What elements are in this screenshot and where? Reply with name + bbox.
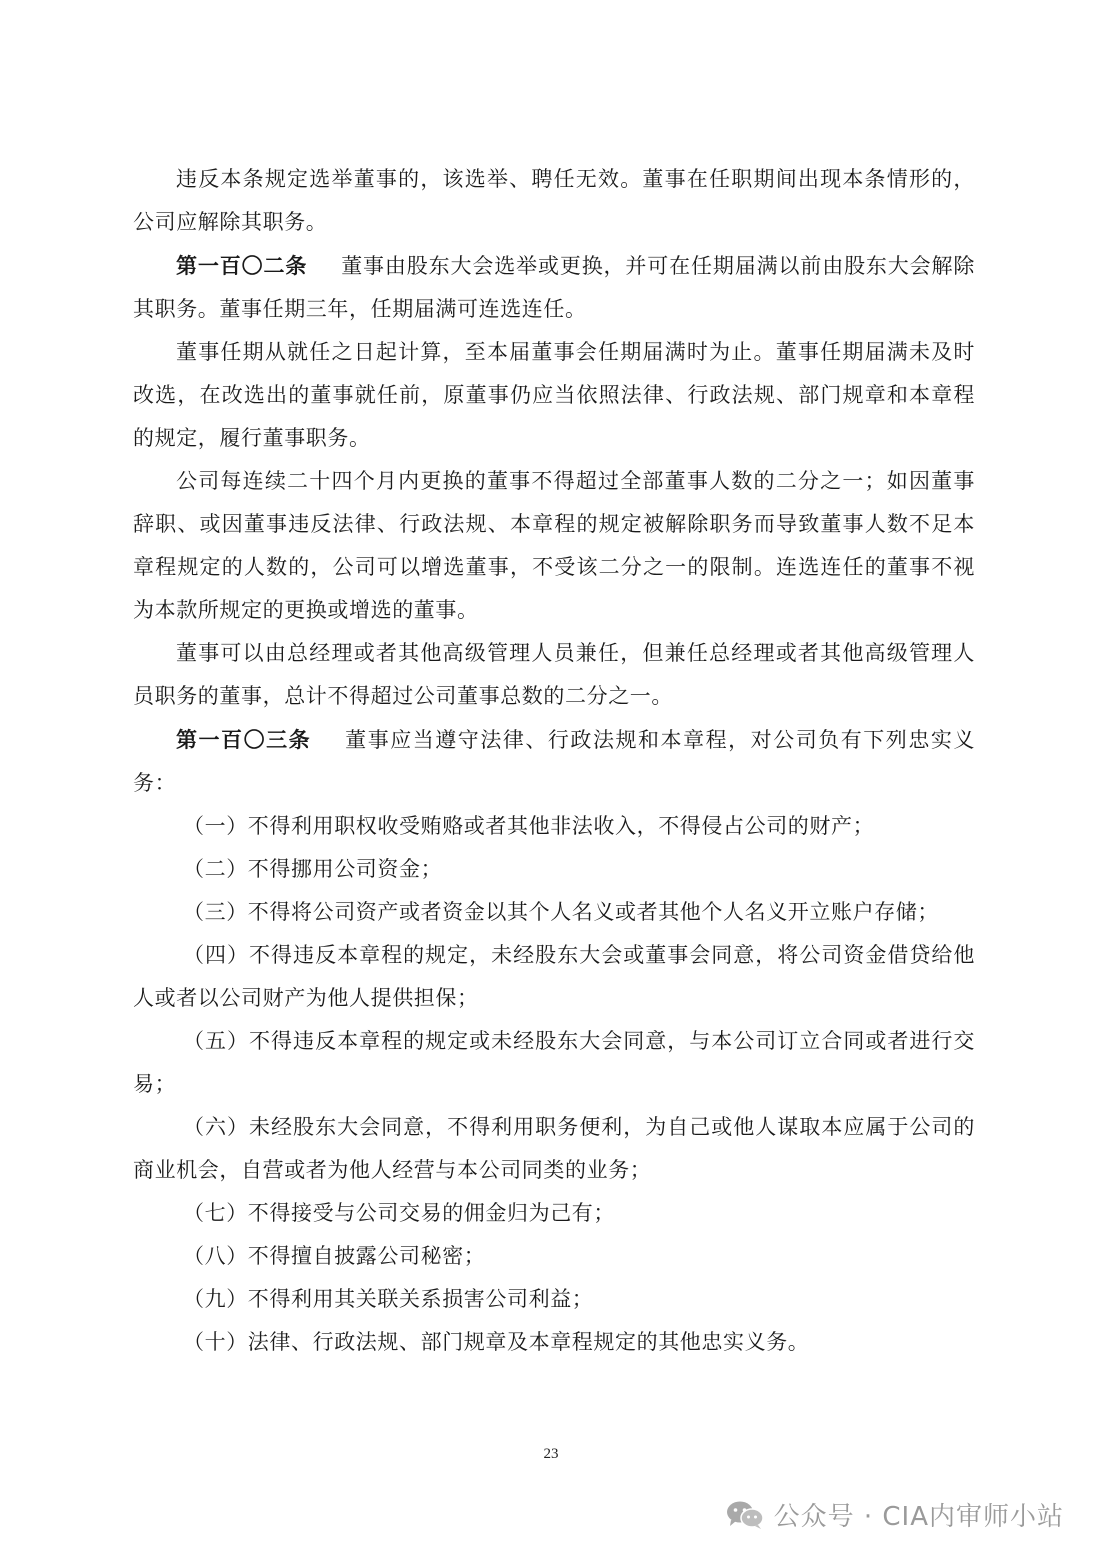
list-item: （三）不得将公司资产或者资金以其个人名义或者其他个人名义开立账户存储； bbox=[183, 900, 939, 924]
page-number: 23 bbox=[543, 1446, 559, 1462]
wechat-icon bbox=[726, 1500, 764, 1530]
article-text: 董事由股东大会选举或更换，并可在任期届满以前由股东大会解除其职务。董事任期三年，任期届满可连选连任。 bbox=[133, 254, 975, 321]
list-item: （五）不得违反本章程的规定或未经股东大会同意，与本公司订立合同或者进行交易； bbox=[133, 1029, 975, 1096]
paragraph: 董事任期从就任之日起计算，至本届董事会任期届满时为止。董事任期届满未及时改选，在改选出的董事就任前，原董事仍应当依照法律、行政法规、部门规章和本章程的规定，履行董事职务。 bbox=[133, 340, 975, 450]
list-item: （九）不得利用其关联关系损害公司利益； bbox=[183, 1287, 594, 1311]
paragraph: 违反本条规定选举董事的，该选举、聘任无效。董事在任职期间出现本条情形的，公司应解除其职务。 bbox=[133, 167, 975, 234]
watermark bbox=[726, 1496, 1064, 1533]
list-item: （四）不得违反本章程的规定，未经股东大会或董事会同意，将公司资金借贷给他人或者以公司财产为他人提供担保； bbox=[133, 943, 975, 1010]
list-item: （二）不得挪用公司资金； bbox=[183, 857, 443, 881]
article-text: 董事应当遵守法律、行政法规和本章程，对公司负有下列忠实义务： bbox=[133, 728, 975, 795]
article-paragraph bbox=[133, 718, 975, 805]
list-item: （七）不得接受与公司交易的佣金归为己有； bbox=[183, 1201, 615, 1225]
paragraph: 公司每连续二十四个月内更换的董事不得超过全部董事人数的二分之一；如因董事辞职、或因董事违反法律、行政法规、本章程的规定被解除职务而导致董事人数不足本章程规定的人数的，公司可以增选董事，不受该二分之一的限制。连选连任的董事不视为本款所规定的更换或增选的董事。 bbox=[133, 469, 975, 622]
list-item: （八）不得擅自披露公司秘密； bbox=[183, 1244, 486, 1268]
watermark-text: 公众号 · CIA内审师小站 bbox=[773, 1502, 1064, 1532]
list-item: （六）未经股东大会同意，不得利用职务便利，为自己或他人谋取本应属于公司的商业机会，自营或者为他人经营与本公司同类的业务； bbox=[133, 1115, 975, 1182]
article-title: 第一百〇三条 bbox=[176, 727, 312, 752]
article-paragraph bbox=[133, 244, 975, 331]
article-title: 第一百〇二条 bbox=[176, 253, 308, 278]
document-body bbox=[133, 158, 975, 1364]
list-item: （一）不得利用职权收受贿赂或者其他非法收入，不得侵占公司的财产； bbox=[183, 814, 875, 838]
list-item: （十）法律、行政法规、部门规章及本章程规定的其他忠实义务。 bbox=[183, 1330, 810, 1354]
paragraph: 董事可以由总经理或者其他高级管理人员兼任，但兼任总经理或者其他高级管理人员职务的董事，总计不得超过公司董事总数的二分之一。 bbox=[133, 641, 975, 708]
